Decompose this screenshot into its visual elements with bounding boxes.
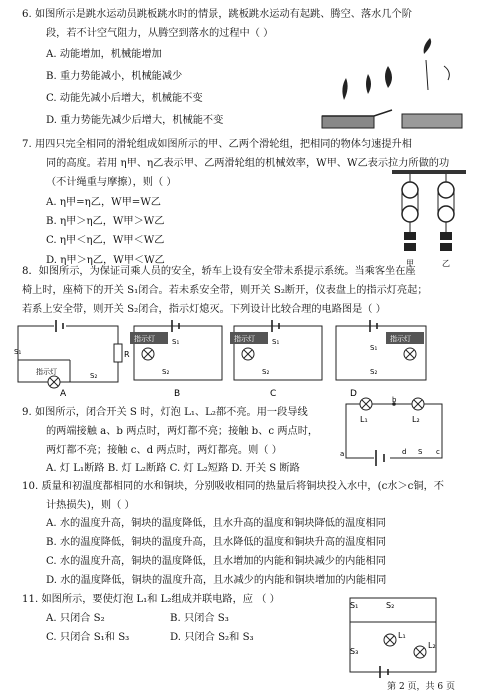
q7-stem-1: 7. 用四只完全相同的滑轮组成如图所示的甲、乙两个滑轮组，把相同的物体匀速提升相 <box>22 139 412 150</box>
q9-point-b: b <box>392 396 397 404</box>
q6-stem-2: 段，若不计空气阻力，从腾空到落水的过程中（ ） <box>46 28 274 39</box>
q7-stem-2: 同的高度。若用 η甲、η乙表示甲、乙两滑轮组的机械效率，W甲、W乙表示拉力所做的功 <box>46 158 450 169</box>
circuit-b-s2: S₂ <box>162 368 170 376</box>
q7-option-a: A. η甲=η乙，W甲=W乙 <box>46 197 161 208</box>
circuit-d-s2: S₂ <box>370 368 378 376</box>
page-footer: 第 2 页，共 6 页 <box>387 682 455 692</box>
q11-s1: S₁ <box>350 601 359 610</box>
q8-stem-2: 椅上时，座椅下的开关 S₁闭合。若未系安全带，则开关 S₂断开，仪表盘上的指示灯亮起； <box>22 285 428 296</box>
q7-option-c: C. η甲＜η乙，W甲＜W乙 <box>46 235 165 246</box>
q9-l1: L₁ <box>360 415 368 424</box>
pulley-label-jia: 甲 <box>406 259 414 268</box>
q10-stem-2: 计热损失)，则（ ） <box>46 500 135 511</box>
q7-option-b: B. η甲＞η乙，W甲＞W乙 <box>46 216 165 227</box>
q11-stem: 11. 如图所示，要使灯泡 L₁和 L₂组成并联电路，应 （ ） <box>22 594 280 605</box>
circuit-a-label: A <box>60 389 67 399</box>
q8-stem-3: 若系上安全带，则开关 S₂闭合，指示灯熄灭。下列设计比较合理的电路图是（ ） <box>22 304 386 315</box>
circuit-d-label: D <box>350 389 357 399</box>
q11-option-a: A. 只闭合 S₂ <box>46 613 105 624</box>
q6-option-d: D. 重力势能先减少后增大，机械能不变 <box>46 115 224 126</box>
q9-circuit <box>338 396 450 466</box>
pulley-figure <box>392 170 466 270</box>
circuit-b-indicator: 指示灯 <box>134 335 155 343</box>
q11-option-b: B. 只闭合 S₃ <box>170 613 229 624</box>
q6-option-c: C. 动能先减小后增大，机械能不变 <box>46 93 203 104</box>
circuit-d-indicator: 指示灯 <box>390 335 411 343</box>
circuit-c-label: C <box>270 389 277 399</box>
q9-point-a: a <box>340 450 345 458</box>
circuit-c-s2: S₂ <box>262 368 270 376</box>
pulley-label-yi: 乙 <box>442 259 450 268</box>
q11-s2: S₂ <box>386 601 395 610</box>
circuit-d <box>330 320 434 398</box>
q10-option-d: D. 水的温度降低，铜块的温度升高，且水减少的内能和铜块增加的内能相同 <box>46 575 387 586</box>
circuit-a-s2: S₂ <box>90 372 98 380</box>
circuit-a-s1: S₁ <box>14 348 22 356</box>
q11-option-c: C. 只闭合 S₁和 S₃ <box>46 632 130 643</box>
q11-circuit <box>342 590 442 678</box>
q9-point-c: c <box>436 448 440 456</box>
q6-option-b: B. 重力势能减小，机械能减少 <box>46 71 183 82</box>
q10-option-a: A. 水的温度升高，铜块的温度降低，且水升高的温度和铜块降低的温度相同 <box>46 518 386 529</box>
q8-stem-1: 8．如图所示，为保证司乘人员的安全，轿车上设有安全带未系提示系统。当乘客坐在座 <box>22 266 416 277</box>
q6-option-a: A. 动能增加，机械能增加 <box>46 49 162 60</box>
q11-s3: S₃ <box>350 647 359 656</box>
q9-stem-1: 9. 如图所示，闭合开关 S 时，灯泡 L₁、L₂都不亮。用一段导线 <box>22 407 308 418</box>
circuit-c-indicator: 指示灯 <box>234 335 255 343</box>
q7-stem-3: （不计绳重与摩擦），则（ ） <box>46 177 177 188</box>
circuit-b-label: B <box>174 389 181 399</box>
circuit-a-indicator: 指示灯 <box>36 368 57 376</box>
circuit-c <box>228 320 328 398</box>
q10-stem-1: 10. 质量和初温度都相同的水和铜块，分别吸收相同的热量后将铜块投入水中，(c水＞c铜，不 <box>22 481 444 492</box>
q11-l2: L₂ <box>428 641 436 650</box>
q11-option-d: D. 只闭合 S₂和 S₃ <box>170 632 254 643</box>
diver-figure <box>322 36 464 134</box>
q7-option-d: D. η甲＞η乙，W甲＜W乙 <box>46 255 165 266</box>
circuit-d-s1: S₁ <box>370 344 378 352</box>
q9-l2: L₂ <box>412 415 420 424</box>
q9-stem-3: 两灯都不亮；接触 c、d 两点时，两灯都亮。则（ ） <box>46 445 282 456</box>
q9-point-d: d <box>402 448 407 456</box>
q10-option-c: C. 水的温度升高，铜块的温度降低，且水增加的内能和铜块减少的内能相同 <box>46 556 386 567</box>
circuit-a <box>10 320 130 399</box>
circuit-b-s1: S₁ <box>172 338 180 346</box>
q11-l1: L₁ <box>398 631 406 640</box>
q6-stem-1: 6. 如图所示是跳水运动员跳板跳水时的情景，跳板跳水运动有起跳、腾空、落水几个阶 <box>22 9 412 20</box>
circuit-a-r: R <box>124 350 130 359</box>
q9-options: A. 灯 L₁断路 B. 灯 L₂断路 C. 灯 L₂短路 D. 开关 S 断路 <box>46 463 300 474</box>
q9-switch-s: S <box>418 448 423 456</box>
circuit-b <box>128 320 228 398</box>
q10-option-b: B. 水的温度降低，铜块的温度升高，且水降低的温度和铜块升高的温度相同 <box>46 537 386 548</box>
circuit-c-s1: S₁ <box>272 338 280 346</box>
q9-stem-2: 的两端接触 a、b 两点时，两灯都不亮；接触 b、c 两点时， <box>46 426 319 437</box>
